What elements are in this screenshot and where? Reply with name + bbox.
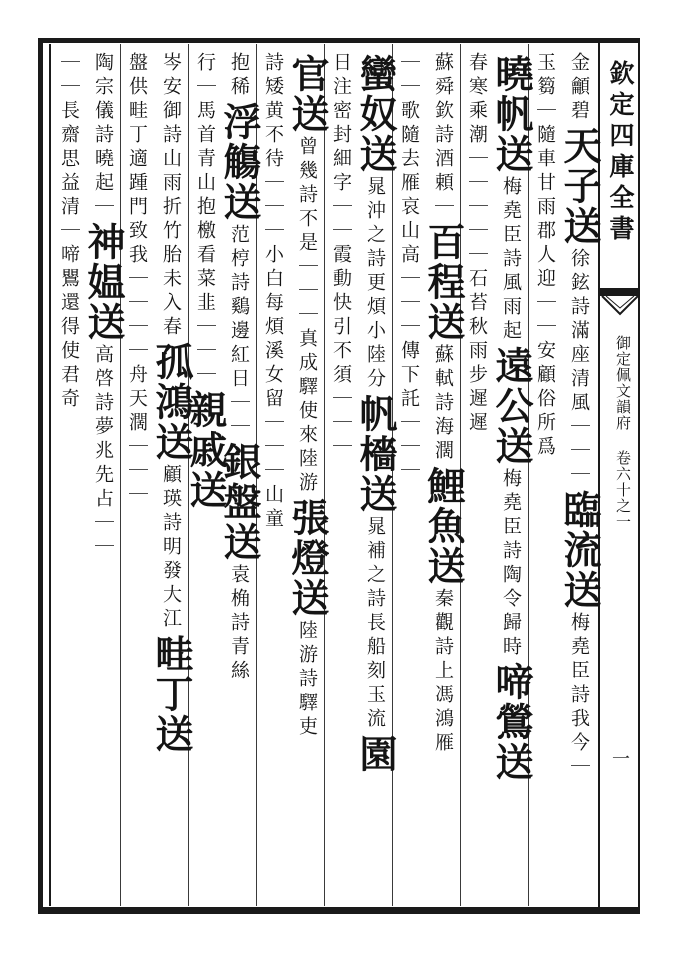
text-column — [489, 52, 534, 904]
entry-text: 行 — [194, 52, 216, 76]
entry-text: 秦觀詩上馮鴻雁 — [432, 588, 454, 756]
entry-text: 岑安御詩山雨折竹胎未入春 — [160, 52, 182, 340]
entry-heading: 臨流送 — [557, 490, 602, 610]
text-column — [149, 52, 194, 904]
entry-text: ｜｜長齋思益清 — [58, 52, 80, 220]
entry-text: ｜啼鸎還得使君奇 — [58, 220, 80, 412]
entry-text: 盤供畦丁適踵門致我｜｜｜｜ — [126, 52, 148, 364]
entry-text: 梅堯臣詩我今｜ — [568, 612, 590, 780]
entry-heading: 鯉魚送 — [421, 466, 466, 586]
entry-text: ｜｜歌隨去雁哀 — [398, 52, 420, 220]
text-column — [183, 52, 228, 904]
entry-text: 舟天濶｜｜｜ — [126, 364, 148, 508]
entry-text: 山高｜｜｜ — [398, 220, 420, 340]
entry-text: ｜｜｜山童 — [262, 412, 284, 532]
entry-text: ｜馬首青山抱檄看 — [194, 76, 216, 268]
text-column — [120, 52, 154, 904]
entry-text: 袁桷詩青絲 — [228, 564, 250, 684]
entry-heading: 帆檣送 — [353, 394, 398, 514]
entry-text: 蘇舜欽詩酒頼｜ — [432, 52, 454, 220]
text-column — [324, 52, 358, 904]
book-title: 欽定四庫全書 — [606, 60, 635, 246]
entry-heading: 張燈送 — [285, 498, 330, 618]
entry-text: 詩矮黄不待｜｜｜小白每煩溪女留 — [262, 52, 284, 412]
text-column — [353, 52, 398, 904]
entry-heading: 銀盤送 — [217, 442, 262, 562]
entry-text: 梅堯臣詩陶令歸時 — [500, 468, 522, 660]
entry-heading: 官送 — [285, 54, 330, 134]
entry-text: ｜ — [534, 100, 556, 124]
entry-text: 高啓詩夢兆先占｜｜ — [92, 344, 114, 560]
entry-heading: 遠公送 — [489, 346, 534, 466]
entry-text: 金龥碧 — [568, 52, 590, 124]
entry-heading: 曉帆送 — [489, 54, 534, 174]
entry-heading: 百程送 — [421, 222, 466, 342]
fish-tail-ornament-icon — [600, 288, 640, 328]
entry-text: 抱稀 — [228, 52, 250, 100]
entry-heading: 天子送 — [557, 126, 602, 246]
entry-text: 陸游詩驛吏 — [296, 620, 318, 740]
entry-heading: 孤鴻送 — [149, 342, 194, 462]
entry-heading: 浮觴送 — [217, 102, 262, 222]
entry-text: 春寒乘潮｜｜｜｜｜ — [466, 52, 488, 268]
entry-text: 顧瑛詩明發大江 — [160, 464, 182, 632]
entry-text: 傳下託｜｜｜ — [398, 340, 420, 484]
entry-text: 陶宗儀詩曉起｜ — [92, 52, 114, 220]
volume-label: 御定佩文韻府 卷六十之一 — [614, 335, 632, 530]
entry-text: 玉篘 — [534, 52, 556, 100]
entry-text: 蘇軾詩海濶 — [432, 344, 454, 464]
entry-text: 日注密封細字｜｜ — [330, 52, 352, 244]
entry-text: 范梈詩鷄邊紅日｜｜ — [228, 224, 250, 440]
left-border-rule — [49, 44, 51, 906]
entry-text: 晁補之詩長船刻玉流 — [364, 516, 386, 732]
entry-heading: 神媪送 — [81, 222, 126, 342]
page-number: 一 — [612, 749, 630, 770]
entry-text: ｜｜安顧俗所爲 — [534, 292, 556, 460]
entry-text: 石苔秋雨步遲遲 — [466, 268, 488, 436]
text-column — [285, 52, 330, 904]
entry-text: 曾幾詩不是｜｜｜真成驛使來陸游 — [296, 136, 318, 496]
entry-text: 徐鉉詩滿座清風｜｜｜ — [568, 248, 590, 488]
entry-text: 晁沖之詩更煩小陸分 — [364, 176, 386, 392]
text-column — [52, 52, 86, 904]
entry-text: 隨車甘雨郡人迎 — [534, 124, 556, 292]
text-column — [557, 52, 602, 904]
text-column — [421, 52, 466, 904]
entry-text: 梅堯臣詩風雨起 — [500, 176, 522, 344]
entry-heading: 畦丁送 — [149, 634, 194, 754]
text-column — [81, 52, 126, 904]
entry-text: 霞動快引不須｜｜｜ — [330, 244, 352, 460]
entry-heading: 園 — [353, 734, 398, 774]
entry-text: 菜韭｜｜｜ — [194, 268, 216, 388]
entry-heading: 蠻奴送 — [353, 54, 398, 174]
entry-heading: 親戚送 — [183, 390, 228, 510]
entry-heading: 啼鶯送 — [489, 662, 534, 782]
